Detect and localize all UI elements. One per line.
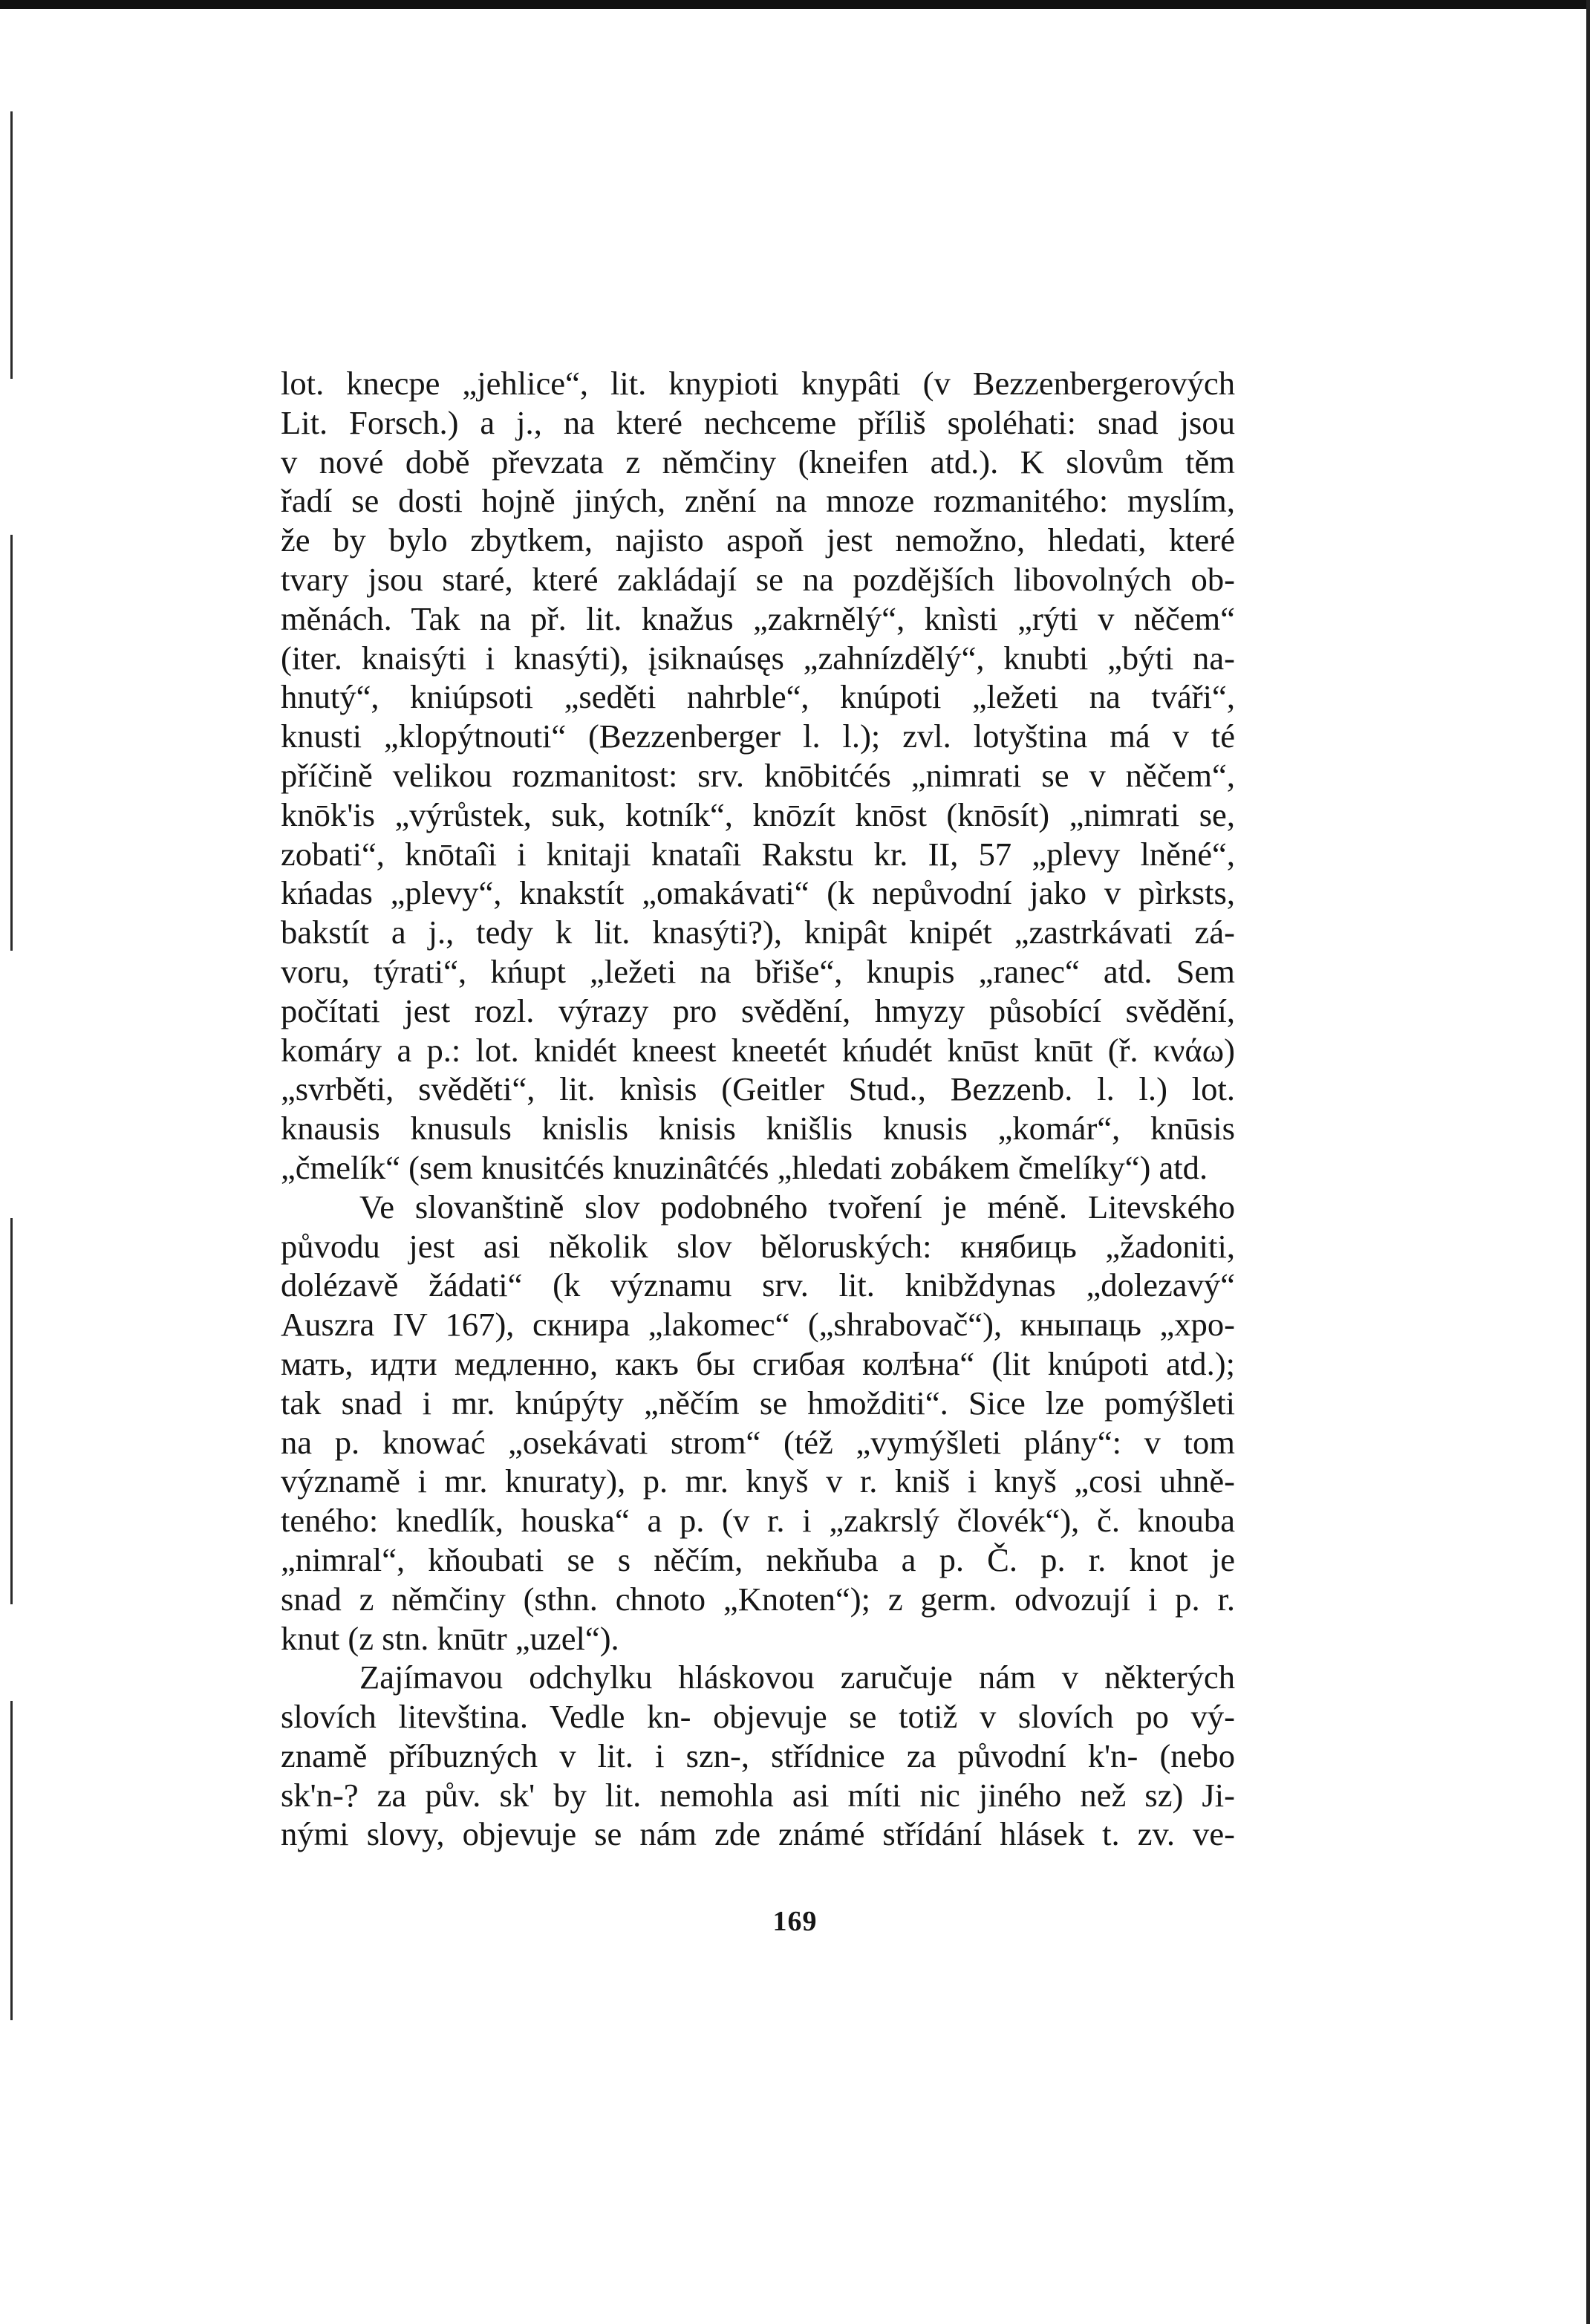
- text-line: knausis knusuls knislis knisis knišlis knusis „komár“, knūsis: [281, 1110, 1235, 1148]
- text-line: bakstít a j., tedy k lit. knasýti?), knipât knipét „zastrkávati zá-: [281, 914, 1235, 951]
- text-line: nými slovy, objevuje se nám zde známé střídání hlásek t. zv. ve-: [281, 1815, 1235, 1853]
- text-line: Auszra IV 167), скнира „lakomec“ („shrabovač“), кныпаць „хро-: [281, 1306, 1235, 1344]
- page-text: [281, 364, 1235, 1854]
- text-line: teného: knedlík, houska“ a p. (v r. i „zakrslý človék“), č. knouba: [281, 1502, 1235, 1540]
- page-number: 169: [772, 1906, 818, 1937]
- scan-top-border: [0, 0, 1590, 9]
- text-line: na p. knować „osekávati strom“ (též „vymýšleti plány“: v tom: [281, 1423, 1235, 1461]
- text-line: knōk'is „výrůstek, suk, kotník“, knōzít knōst (knōsít) „nimrati se,: [281, 795, 1235, 833]
- text-line: měnách. Tak na př. lit. knažus „zakrnělý“, knìsti „rýti v něčem“: [281, 599, 1235, 637]
- text-line: znamě příbuzných v lit. i szn-, střídnice za původní k'n- (nebo: [281, 1737, 1235, 1774]
- text-line: voru, týrati“, kńupt „ležeti na břiše“, knupis „ranec“ atd. Sem: [281, 952, 1235, 990]
- text-line: významě i mr. knuraty), p. mr. knyš v r. kniš i knyš „cosi uhně-: [281, 1462, 1235, 1500]
- text-line: Ve slovanštině slov podobného tvoření je méně. Litevského: [359, 1188, 1235, 1226]
- text-line: Lit. Forsch.) a j., na které nechceme příliš spoléhati: snad jsou: [281, 403, 1235, 441]
- scan-right-edge: [1586, 0, 1590, 2324]
- scan-left-edge-mark: [10, 535, 13, 951]
- paragraph-3: [281, 1658, 1235, 1854]
- text-line: původu jest asi několik slov běloruských: княбиць „žadoniti,: [281, 1227, 1235, 1265]
- scan-left-edge-mark: [10, 1701, 13, 2020]
- text-line: „nimral“, kňoubati se s něčím, nekňuba a p. Č. p. r. knot je: [281, 1540, 1235, 1578]
- text-line: knut (z stn. knūtr „uzel“).: [281, 1619, 619, 1657]
- text-line: zobati“, knōtaîi i knitaji knataîi Rakstu kr. II, 57 „plevy lněné“,: [281, 835, 1235, 873]
- text-line: kńadas „plevy“, knakstít „omakávati“ (k nepůvodní jako v pìrksts,: [281, 874, 1235, 912]
- text-line: komáry a p.: lot. knidét kneest kneetét kńudét knūst knūt (ř. κνάω): [281, 1031, 1235, 1069]
- scan-left-edge-mark: [10, 1218, 13, 1604]
- text-line: v nové době převzata z němčiny (kneifen atd.). K slovům těm: [281, 443, 1235, 481]
- text-line: tak snad i mr. knúpýty „něčím se hmožditi“. Sice lze pomýšleti: [281, 1384, 1235, 1422]
- text-line: (iter. knaisýti i knasýti), įsiknaúsęs „zahnízdělý“, knubti „býti na-: [281, 639, 1235, 677]
- text-line: příčině velikou rozmanitost: srv. knōbitćés „nimrati se v něčem“,: [281, 756, 1235, 794]
- text-line: „čmelík“ (sem knusitćés knuzinâtćés „hledati zobákem čmelíky“) atd.: [281, 1148, 1208, 1186]
- text-line: řadí se dosti hojně jiných, znění na mnoze rozmanitého: myslím,: [281, 482, 1235, 520]
- scan-left-edge-mark: [10, 111, 13, 379]
- text-line: že by bylo zbytkem, najisto aspoň jest nemožno, hledati, které: [281, 521, 1235, 559]
- paragraph-2: [281, 1188, 1235, 1659]
- text-line: „svrběti, svěděti“, lit. knìsis (Geitler Stud., Bezzenb. l. l.) lot.: [281, 1070, 1235, 1108]
- text-line: sk'n-? za pův. sk' by lit. nemohla asi míti nic jiného než sz) Ji-: [281, 1776, 1235, 1814]
- paragraph-1: [281, 364, 1235, 1188]
- text-line: мать, идти медленно, какъ бы сгибая колѣна“ (lit knúpoti atd.);: [281, 1344, 1235, 1382]
- text-line: tvary jsou staré, které zakládají se na pozdějších libovolných ob-: [281, 560, 1235, 598]
- text-line: dolézavě žádati“ (k významu srv. lit. knibždynas „dolezavý“: [281, 1266, 1235, 1304]
- text-line: hnutý“, kniúpsoti „seděti nahrble“, knúpoti „ležeti na tváři“,: [281, 678, 1235, 716]
- text-line: knusti „klopýtnouti“ (Bezzenberger l. l.); zvl. lotyština má v té: [281, 717, 1235, 755]
- text-line: snad z němčiny (sthn. chnoto „Knoten“); z germ. odvozují i p. r.: [281, 1580, 1235, 1618]
- text-line: Zajímavou odchylku hláskovou zaručuje nám v některých: [359, 1659, 1235, 1696]
- text-line: lot. knecpe „jehlice“, lit. knypioti knypâti (v Bezzenbergerových: [281, 365, 1235, 402]
- text-line: počítati jest rozl. výrazy pro svědění, hmyzy působící svědění,: [281, 992, 1235, 1029]
- text-line: slovích litevština. Vedle kn- objevuje se totiž v slovích po vý-: [281, 1698, 1235, 1736]
